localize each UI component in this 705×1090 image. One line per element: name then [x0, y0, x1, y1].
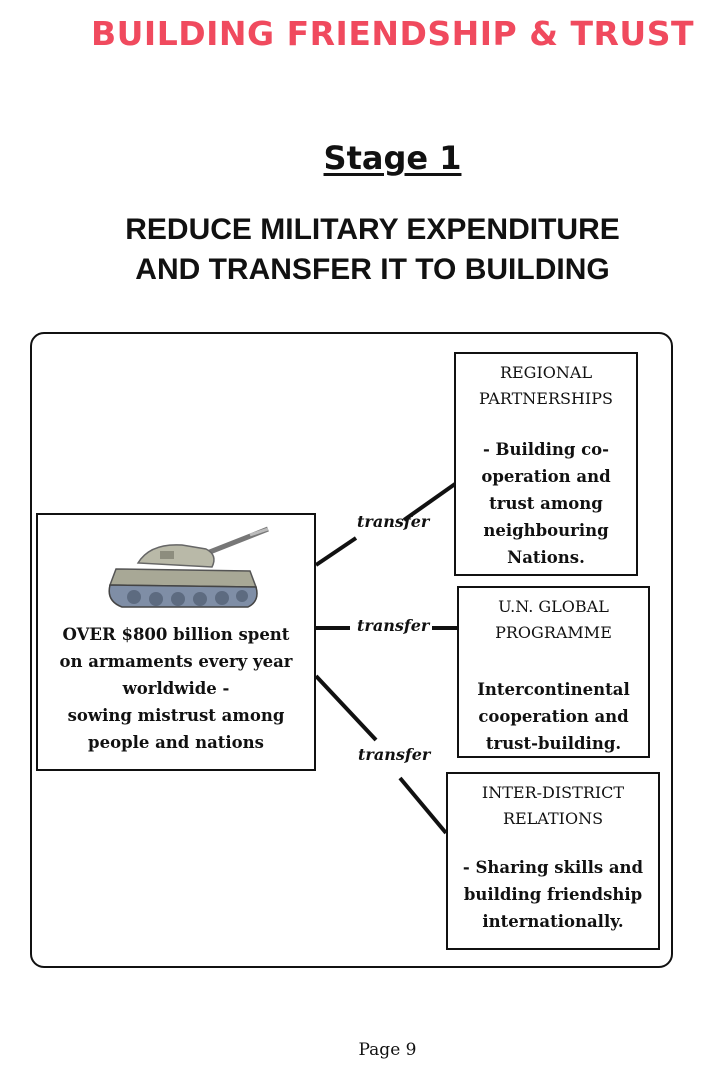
global-title-line-1: U.N. GLOBAL — [498, 597, 609, 616]
expenditure-line-1: OVER $800 billion spent — [62, 625, 290, 644]
district-title-line-1: INTER-DISTRICT — [481, 783, 625, 802]
global-description — [459, 676, 648, 757]
district-desc-line-2: building friendship — [463, 885, 643, 904]
regional-desc-line-1: - Building co- — [482, 440, 610, 459]
connector-district-2 — [400, 778, 446, 833]
district-desc-line-1: - Sharing skills and — [462, 858, 644, 877]
regional-title-line-1: REGIONAL — [499, 363, 593, 382]
district-title-line-2: RELATIONS — [502, 809, 604, 828]
global-desc-line-1: Intercontinental — [477, 680, 630, 699]
district-title — [448, 780, 658, 832]
page-number: Page 9 — [358, 1040, 417, 1060]
transfer-label-global: transfer — [357, 616, 430, 635]
inter-district-relations-box — [446, 772, 660, 950]
tank-icon — [100, 521, 270, 616]
expenditure-text — [38, 621, 314, 756]
regional-description — [456, 436, 636, 571]
connector-regional — [316, 538, 356, 565]
connector-district — [316, 676, 376, 740]
expenditure-line-3: worldwide - — [122, 679, 230, 698]
regional-title — [456, 360, 636, 412]
headline-line-1: REDUCE MILITARY EXPENDITURE — [125, 213, 620, 246]
global-title-line-2: PROGRAMME — [495, 623, 612, 642]
global-title — [459, 594, 648, 646]
military-expenditure-box — [36, 513, 316, 771]
page-title: BUILDING FRIENDSHIP & TRUST — [90, 14, 694, 53]
regional-desc-line-4: neighbouring — [483, 521, 609, 540]
headline-line-2: AND TRANSFER IT TO BUILDING — [135, 253, 610, 286]
global-desc-line-3: trust-building. — [485, 734, 622, 753]
un-global-programme-box — [457, 586, 650, 758]
regional-desc-line-5: Nations. — [507, 548, 585, 567]
district-desc-line-3: internationally. — [482, 912, 624, 931]
transfer-label-regional: transfer — [357, 512, 430, 531]
stage-heading: Stage 1 — [323, 139, 462, 177]
regional-title-line-2: PARTNERSHIPS — [479, 389, 613, 408]
expenditure-line-2: on armaments every year — [59, 652, 293, 671]
district-description — [448, 854, 658, 935]
regional-partnerships-box — [454, 352, 638, 576]
regional-desc-line-2: operation and — [481, 467, 611, 486]
global-desc-line-2: cooperation and — [478, 707, 629, 726]
regional-desc-line-3: trust among — [489, 494, 603, 513]
transfer-label-district: transfer — [358, 745, 431, 764]
expenditure-line-5: people and nations — [88, 733, 264, 752]
expenditure-line-4: sowing mistrust among — [67, 706, 285, 725]
